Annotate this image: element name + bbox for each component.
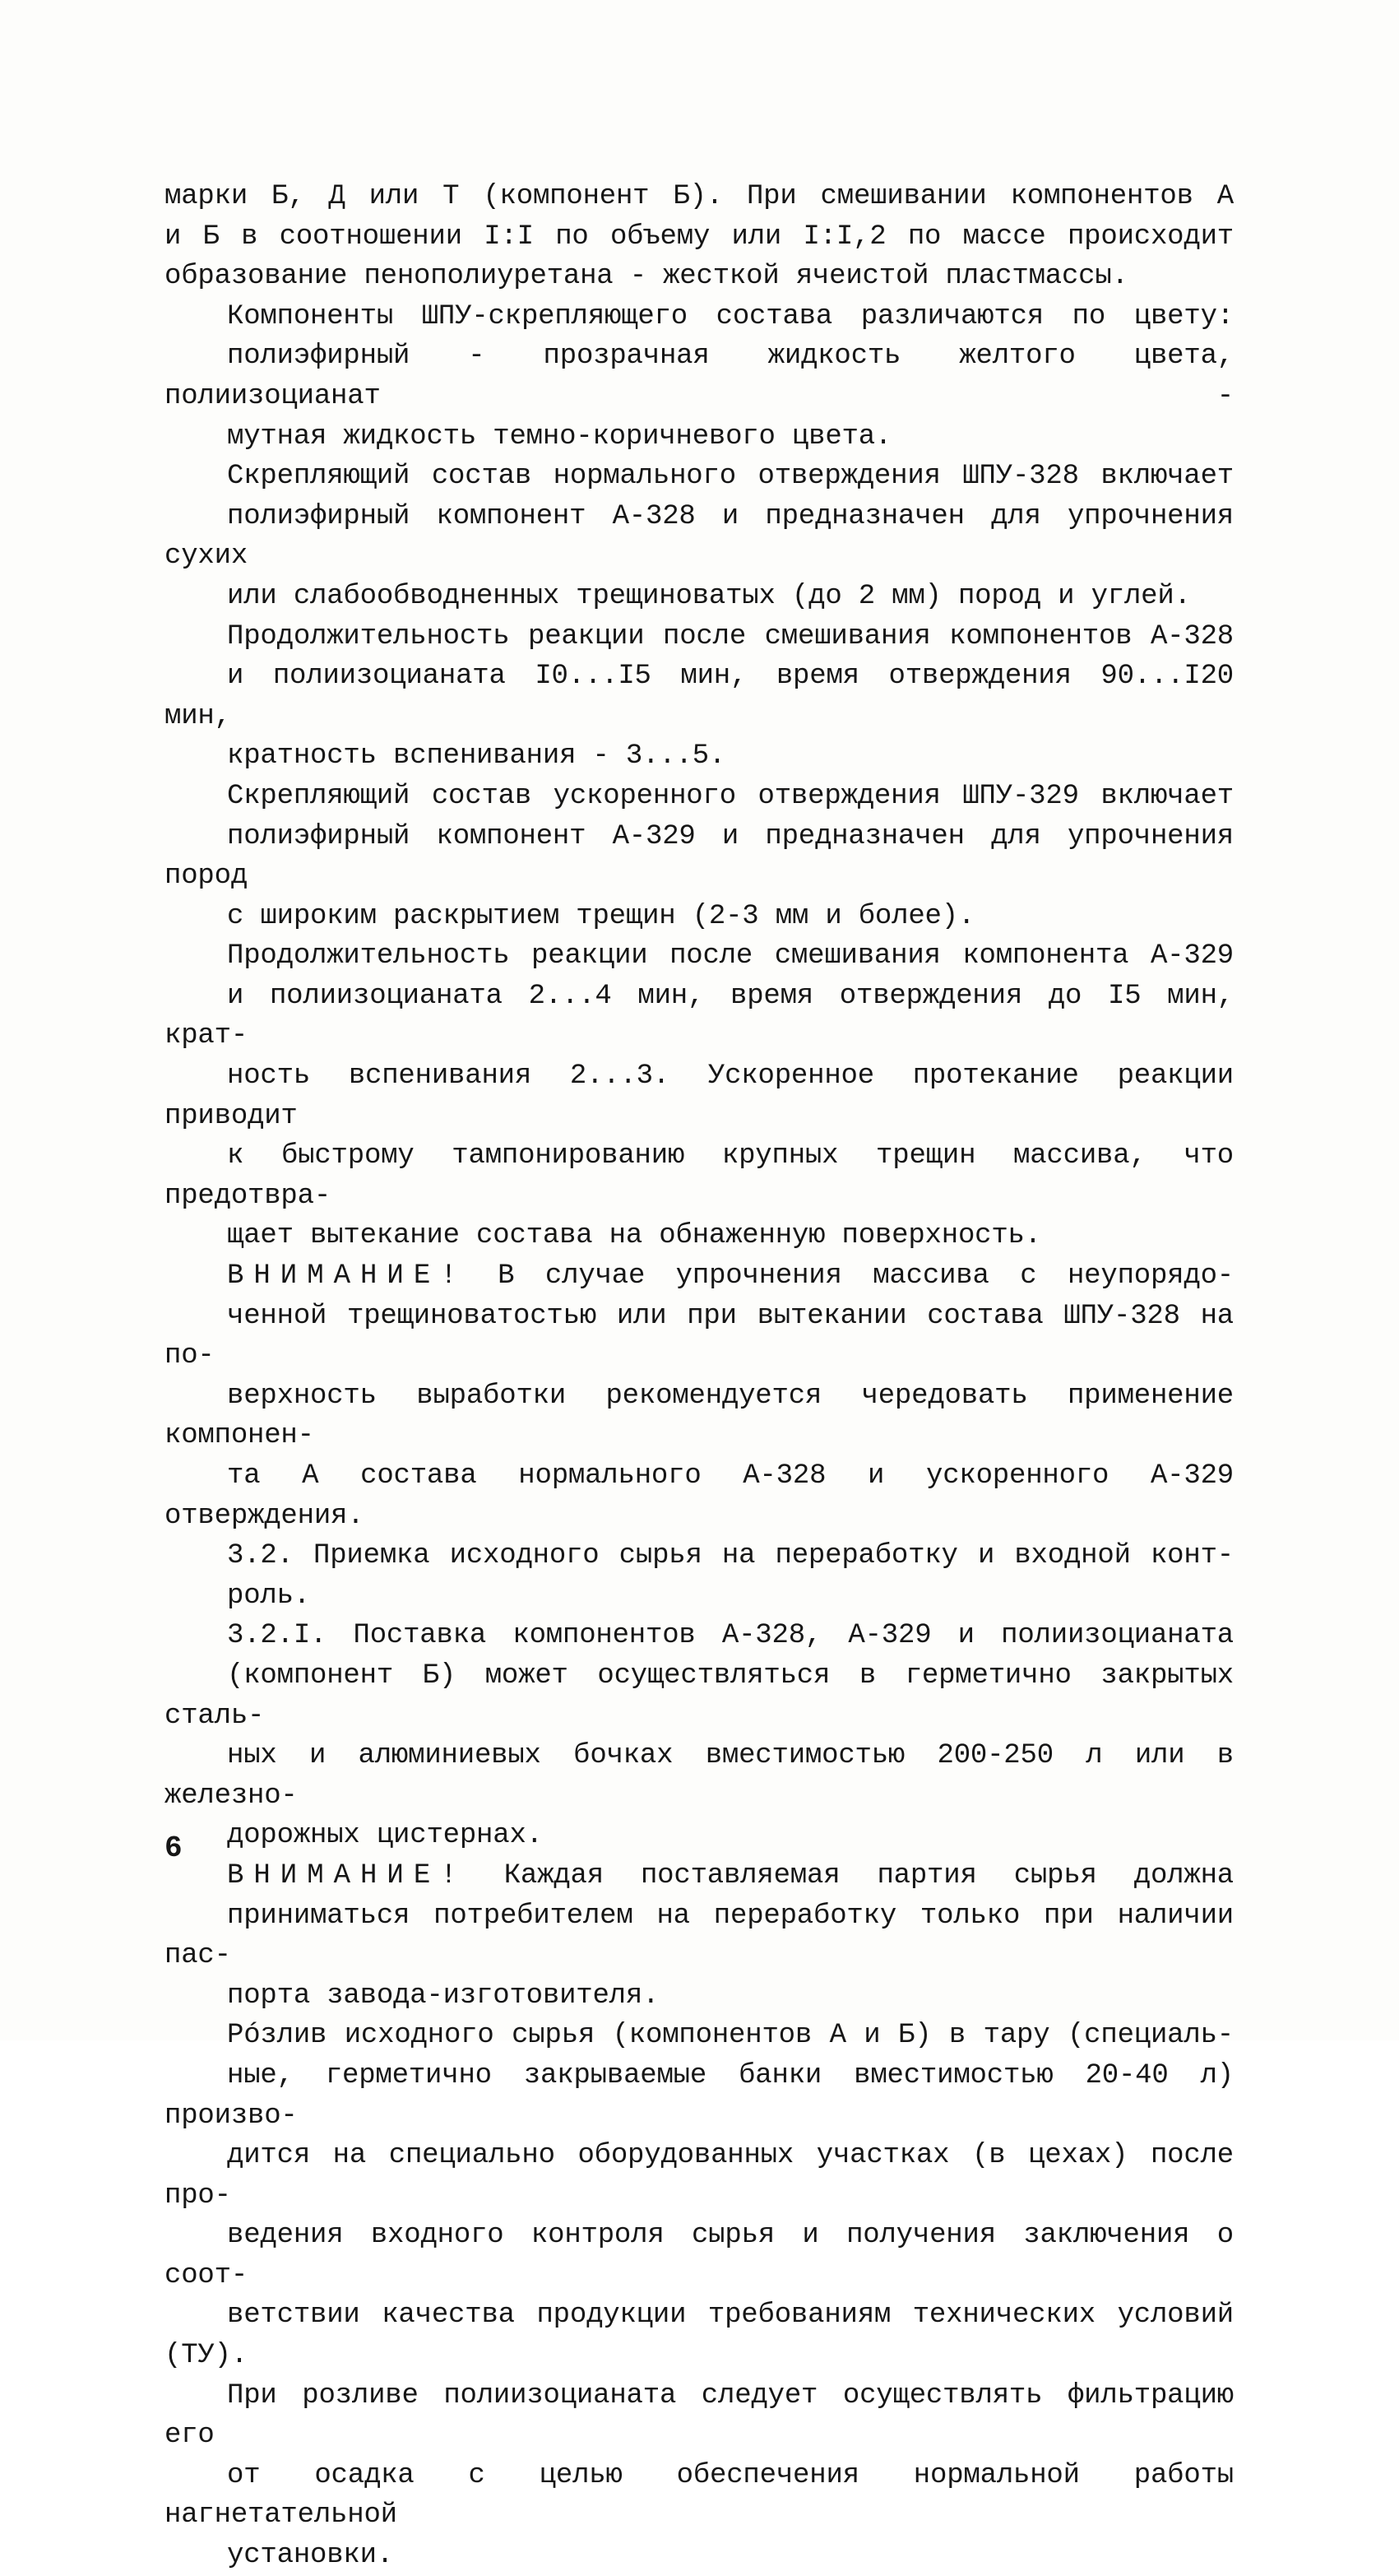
text-line: кратность вспенивания - 3...5. — [227, 740, 726, 773]
text-line: (компонент Б) может осуществляться в герметично закрытых сталь- — [164, 1659, 1234, 1732]
text-line-content: Каждая поставляемая партия сырья должна — [466, 1859, 1234, 1891]
text-line: При розливе полиизоцианата следует осуществлять фильтрацию его — [164, 2379, 1234, 2452]
text-line: ведения входного контроля сырья и получения заключения о соот- — [164, 2220, 1234, 2291]
text-line — [164, 1856, 1234, 1896]
text-line: марки Б, Д или Т (компонент Б). При смешивании компонентов А — [164, 181, 1234, 212]
text-line: и Б в соотношении I:I по объему или I:I,2 по массе происходит — [164, 220, 1234, 253]
text-line: Продолжительность реакции после смешивания компонента А-329 — [227, 940, 1234, 972]
text-line: Рóзлив исходного сырья (компонентов А и Б) в тару (специаль- — [227, 2020, 1234, 2052]
text-line: щает вытекание состава на обнаженную поверхность. — [227, 1220, 1041, 1252]
text-line: приниматься потребителем на переработку только при наличии пас- — [164, 1900, 1234, 1972]
text-line: порта завода-изготовителя. — [227, 1980, 660, 2012]
paragraph-p9 — [164, 1616, 1234, 1856]
text-line: полиэфирный - прозрачная жидкость желтого цвета, полиизоцианат - — [164, 341, 1234, 412]
text-line: от осадка с целью обеспечения нормальной работы нагнетательной — [164, 2459, 1234, 2532]
text-line: Компоненты ШПУ-скрепляющего состава различаются по цвету: — [227, 300, 1234, 332]
text-line: или слабообводненных трещиноватых (до 2 мм) пород и углей. — [227, 580, 1191, 612]
paragraph-p11 — [164, 2016, 1234, 2575]
paragraph-p10 — [164, 1856, 1234, 2016]
body-text — [164, 177, 1234, 2576]
text-line: установки. — [227, 2540, 394, 2572]
page-number: 6 — [164, 1831, 183, 1865]
text-line: мутная жидкость темно-коричневого цвета. — [227, 420, 892, 453]
text-line: и полиизоцианата 2...4 мин, время отверждения до I5 мин, крат- — [164, 980, 1234, 1052]
text-line: 3.2. Приемка исходного сырья на переработку и входной конт- — [227, 1540, 1234, 1572]
text-line: Продолжительность реакции после смешивания компонентов А-328 — [227, 620, 1234, 652]
text-line: к быстрому тампонированию крупных трещин массива, что предотвра- — [164, 1140, 1234, 1212]
text-line: роль. — [227, 1580, 311, 1612]
text-line: та А состава нормального А-328 и ускоренного А-329 отверждения. — [164, 1460, 1234, 1532]
paragraph-p2 — [164, 297, 1234, 457]
text-line: Скрепляющий состав ускоренного отверждения ШПУ-329 включает — [227, 780, 1234, 812]
text-line: дится на специально оборудованных участках (в цехах) после про- — [164, 2140, 1234, 2212]
text-line: полиэфирный компонент А-328 и предназначен для упрочнения сухих — [164, 500, 1234, 573]
text-line: и полиизоцианата I0...I5 мин, время отверждения 90...I20 мин, — [164, 661, 1234, 732]
text-line: ветствии качества продукции требованиям технических условий (ТУ). — [164, 2300, 1234, 2372]
text-line: полиэфирный компонент А-329 и предназначен для упрочнения пород — [164, 820, 1234, 893]
text-line: ных и алюминиевых бочках вместимостью 200-250 л или в железно- — [164, 1740, 1234, 1812]
text-line: Скрепляющий состав нормального отверждения ШПУ-328 включает — [227, 461, 1234, 493]
text-line: ные, герметично закрываемые банки вместимостью 20-40 л) произво- — [164, 2059, 1234, 2132]
text-line-content: В случае упрочнения массива с неупорядо- — [466, 1260, 1234, 1293]
text-line: образование пенополиуретана - жесткой ячеистой пластмассы. — [164, 261, 1128, 293]
paragraph-p1 — [164, 177, 1234, 297]
paragraph-p4 — [164, 617, 1234, 777]
paragraph-p8 — [164, 1536, 1234, 1616]
attention-label: ВНИМАНИЕ! — [227, 1260, 467, 1293]
attention-label: ВНИМАНИЕ! — [227, 1859, 467, 1891]
text-line — [164, 1256, 1234, 1297]
text-line: верхность выработки рекомендуется чередовать применение компонен- — [164, 1380, 1234, 1452]
paragraph-p5 — [164, 777, 1234, 936]
text-line: дорожных цистернах. — [227, 1820, 543, 1852]
paragraph-p3 — [164, 457, 1234, 616]
text-line: ченной трещиноватостью или при вытекании состава ШПУ-328 на по- — [164, 1300, 1234, 1372]
text-line: ность вспенивания 2...3. Ускоренное протекание реакции приводит — [164, 1061, 1234, 1132]
text-line: с широким раскрытием трещин (2-3 мм и более). — [227, 900, 975, 932]
paragraph-p6 — [164, 936, 1234, 1256]
text-line: 3.2.I. Поставка компонентов А-328, А-329 и полиизоцианата — [227, 1620, 1234, 1652]
paragraph-p7 — [164, 1256, 1234, 1536]
